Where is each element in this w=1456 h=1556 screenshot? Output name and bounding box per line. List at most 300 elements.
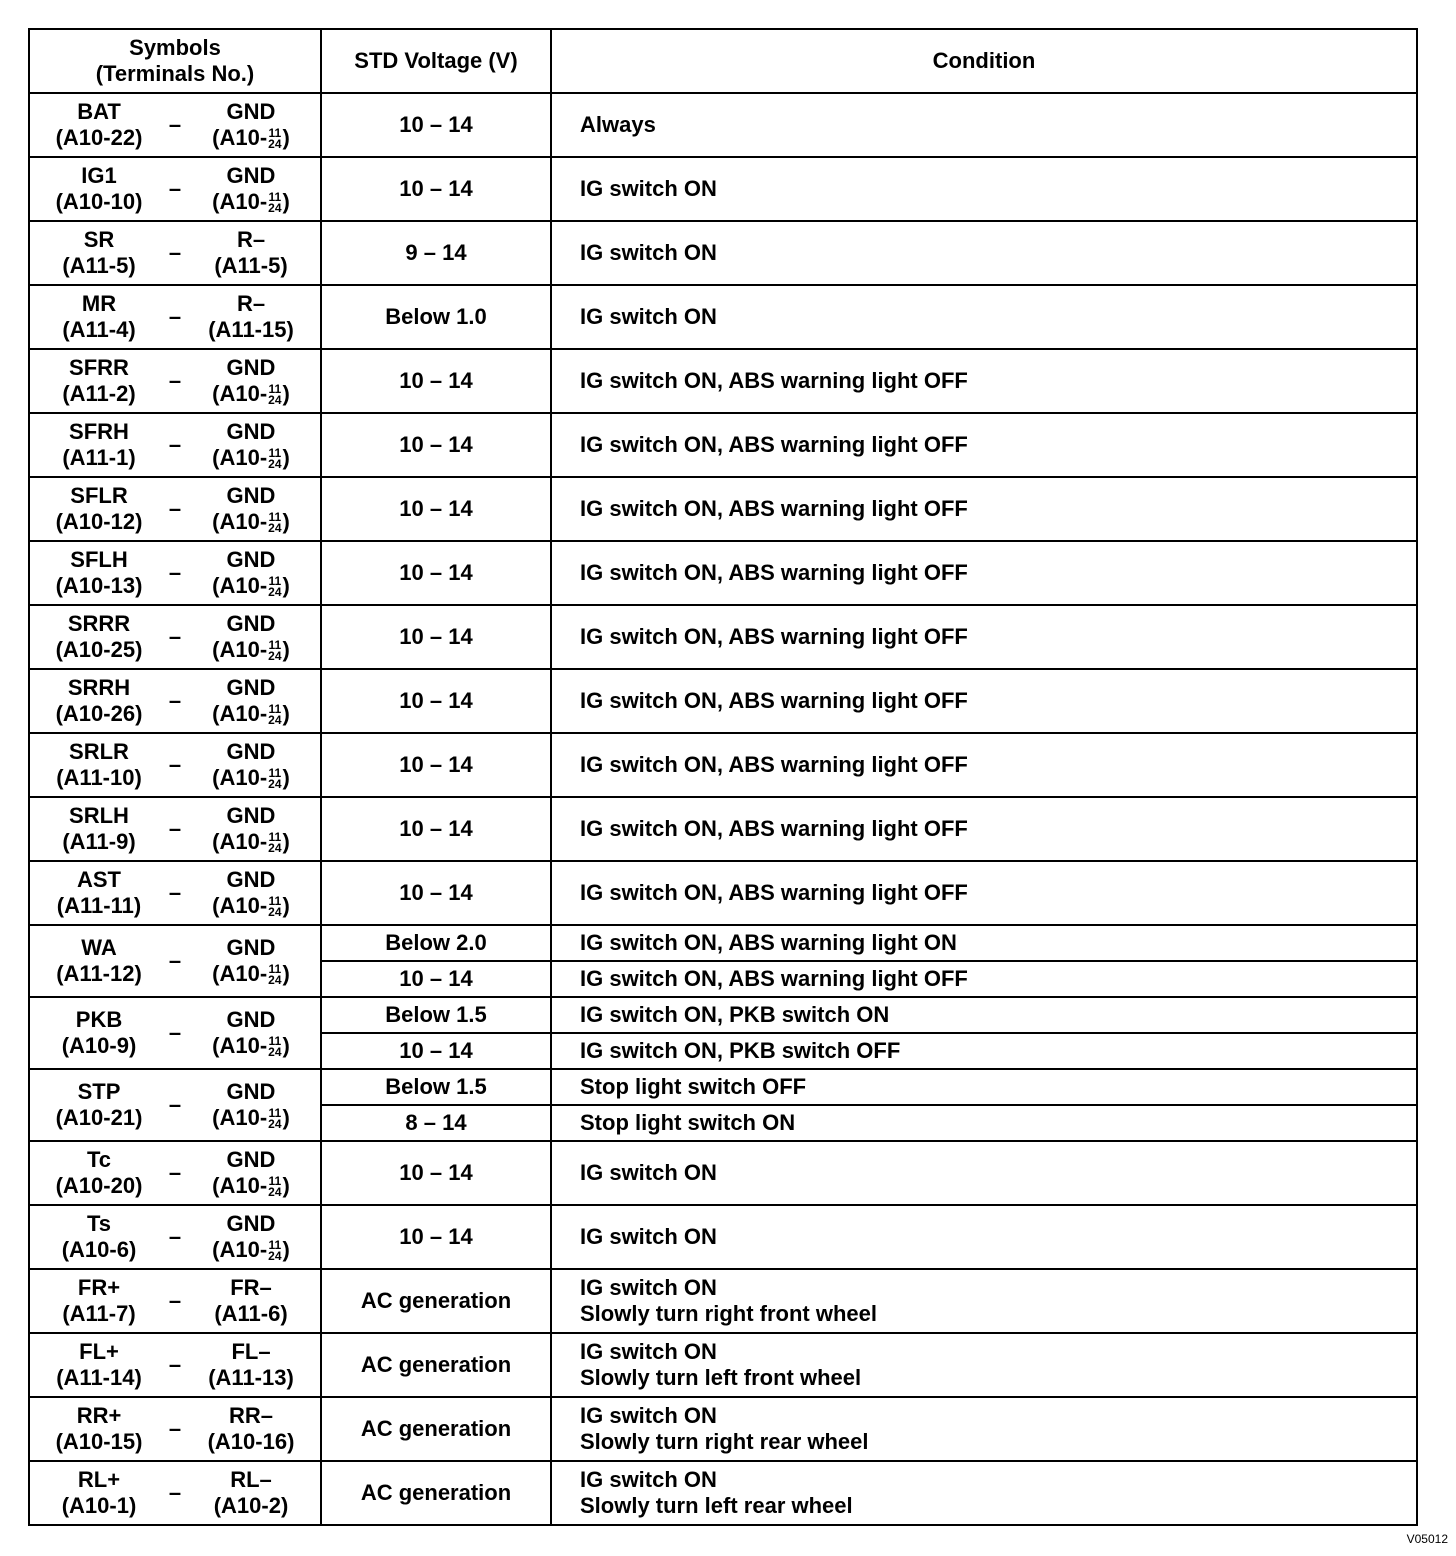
symbol-name: GND bbox=[226, 419, 276, 444]
symbol-name: RL– bbox=[230, 1467, 272, 1492]
symbol-left bbox=[44, 1007, 154, 1059]
condition-line: IG switch ON, ABS warning light OFF bbox=[580, 496, 968, 521]
figure-code: V05012 bbox=[1406, 1532, 1448, 1546]
condition-line: IG switch ON bbox=[580, 1160, 717, 1185]
symbol-name: RR+ bbox=[76, 1403, 122, 1428]
table-row bbox=[29, 997, 1417, 1033]
condition-line: IG switch ON bbox=[580, 1339, 717, 1364]
symbols-cell bbox=[29, 797, 321, 861]
symbol-name: GND bbox=[226, 739, 276, 764]
voltage-cell: 10 – 14 bbox=[321, 861, 551, 925]
terminal-number: (A10- 11 24 ) bbox=[212, 893, 290, 920]
fraction-top: 11 bbox=[268, 574, 282, 589]
voltage-header: STD Voltage (V) bbox=[321, 29, 551, 93]
table-row bbox=[29, 477, 1417, 541]
table-row bbox=[29, 413, 1417, 477]
symbol-left bbox=[44, 227, 154, 279]
terminal-prefix: A10- bbox=[219, 1105, 268, 1130]
table-body bbox=[29, 93, 1417, 1525]
symbol-right bbox=[196, 355, 306, 407]
condition-line: IG switch ON bbox=[580, 1403, 717, 1428]
fraction-bottom: 24 bbox=[268, 1045, 282, 1060]
table-row bbox=[29, 733, 1417, 797]
symbol-left bbox=[44, 1467, 154, 1519]
condition-line: IG switch ON, ABS warning light OFF bbox=[580, 368, 968, 393]
terminal-prefix: A10- bbox=[219, 573, 268, 598]
symbol-name: Ts bbox=[86, 1211, 112, 1236]
table-row bbox=[29, 1269, 1417, 1333]
fraction-bottom: 24 bbox=[268, 457, 282, 472]
symbol-name: WA bbox=[81, 935, 117, 960]
symbols-cell bbox=[29, 733, 321, 797]
terminal-fraction bbox=[268, 384, 281, 406]
symbol-right bbox=[196, 227, 306, 279]
voltage-cell: 10 – 14 bbox=[321, 1205, 551, 1269]
fraction-top: 11 bbox=[268, 1034, 282, 1049]
condition-line: IG switch ON bbox=[580, 1275, 717, 1300]
symbols-header bbox=[29, 29, 321, 93]
symbols-cell bbox=[29, 1269, 321, 1333]
condition-cell bbox=[551, 1105, 1417, 1141]
table-row bbox=[29, 797, 1417, 861]
table-row bbox=[29, 349, 1417, 413]
terminal-prefix: A10- bbox=[219, 829, 268, 854]
fraction-top: 11 bbox=[268, 382, 282, 397]
terminal-prefix: A10- bbox=[219, 381, 268, 406]
symbol-left bbox=[44, 99, 154, 151]
terminal-number: (A10-22) bbox=[55, 125, 143, 150]
condition-line: IG switch ON, ABS warning light OFF bbox=[580, 966, 968, 991]
symbol-name: GND bbox=[226, 547, 276, 572]
terminal-number: (A10-6) bbox=[61, 1237, 137, 1262]
terminal-number: (A10-21) bbox=[55, 1105, 143, 1130]
separator-dash: – bbox=[168, 948, 182, 973]
symbol-right bbox=[196, 1339, 306, 1391]
condition-line: IG switch ON, ABS warning light OFF bbox=[580, 688, 968, 713]
symbols-cell bbox=[29, 157, 321, 221]
symbol-left bbox=[44, 935, 154, 987]
terminal-prefix: A10- bbox=[219, 509, 268, 534]
separator-dash: – bbox=[168, 624, 182, 649]
symbol-name: GND bbox=[226, 483, 276, 508]
table-row bbox=[29, 285, 1417, 349]
terminal-number: (A10- 11 24 ) bbox=[212, 381, 290, 408]
fraction-bottom: 24 bbox=[268, 777, 282, 792]
table-row bbox=[29, 157, 1417, 221]
table-row bbox=[29, 1205, 1417, 1269]
symbol-name: BAT bbox=[77, 99, 121, 124]
table-row bbox=[29, 1333, 1417, 1397]
symbols-cell bbox=[29, 477, 321, 541]
condition-cell bbox=[551, 285, 1417, 349]
symbol-left bbox=[44, 1211, 154, 1263]
terminal-fraction bbox=[268, 1176, 281, 1198]
terminal-number: (A10- 11 24 ) bbox=[212, 701, 290, 728]
symbol-name: MR bbox=[81, 291, 117, 316]
fraction-top: 11 bbox=[268, 894, 282, 909]
voltage-cell: 8 – 14 bbox=[321, 1105, 551, 1141]
condition-line: Slowly turn left rear wheel bbox=[580, 1493, 853, 1518]
condition-line: IG switch ON, ABS warning light ON bbox=[580, 930, 957, 955]
terminal-number: (A10-26) bbox=[55, 701, 143, 726]
terminal-fraction bbox=[268, 1240, 281, 1262]
table-row bbox=[29, 925, 1417, 961]
condition-line: Stop light switch OFF bbox=[580, 1074, 807, 1099]
symbol-right bbox=[196, 163, 306, 215]
terminal-fraction bbox=[268, 964, 281, 986]
terminal-fraction bbox=[268, 1036, 281, 1058]
symbol-name: GND bbox=[226, 1211, 276, 1236]
voltage-cell: 10 – 14 bbox=[321, 1033, 551, 1069]
fraction-top: 11 bbox=[268, 446, 282, 461]
fraction-top: 11 bbox=[268, 702, 282, 717]
terminal-number: (A10- 11 24 ) bbox=[212, 829, 290, 856]
terminal-number: (A10- 11 24 ) bbox=[212, 1237, 290, 1264]
terminal-prefix: A10- bbox=[219, 893, 268, 918]
table-row bbox=[29, 605, 1417, 669]
condition-line: IG switch ON, ABS warning light OFF bbox=[580, 816, 968, 841]
symbol-right bbox=[196, 1007, 306, 1059]
symbol-name: GND bbox=[226, 867, 276, 892]
symbols-header-line2: (Terminals No.) bbox=[95, 61, 255, 86]
symbol-name: IG1 bbox=[81, 163, 117, 188]
symbols-cell bbox=[29, 669, 321, 733]
symbol-name: AST bbox=[77, 867, 121, 892]
terminal-number: (A10- 11 24 ) bbox=[212, 509, 290, 536]
condition-cell bbox=[551, 961, 1417, 997]
table-row bbox=[29, 861, 1417, 925]
separator-dash: – bbox=[168, 240, 182, 265]
symbol-name: FL+ bbox=[79, 1339, 119, 1364]
voltage-cell: 10 – 14 bbox=[321, 413, 551, 477]
terminal-number: (A10-20) bbox=[55, 1173, 143, 1198]
terminal-number: (A10-13) bbox=[55, 573, 143, 598]
fraction-top: 11 bbox=[268, 126, 282, 141]
fraction-bottom: 24 bbox=[268, 393, 282, 408]
symbol-name: RR– bbox=[228, 1403, 273, 1428]
separator-dash: – bbox=[168, 560, 182, 585]
terminal-number: (A10-10) bbox=[55, 189, 143, 214]
condition-cell bbox=[551, 541, 1417, 605]
fraction-bottom: 24 bbox=[268, 1185, 282, 1200]
separator-dash: – bbox=[168, 752, 182, 777]
voltage-cell: Below 1.5 bbox=[321, 1069, 551, 1105]
symbols-cell bbox=[29, 1333, 321, 1397]
terminal-prefix: A10- bbox=[219, 189, 268, 214]
symbol-left bbox=[44, 355, 154, 407]
terminal-number: (A10- 11 24 ) bbox=[212, 125, 290, 152]
symbol-right bbox=[196, 547, 306, 599]
separator-dash: – bbox=[168, 368, 182, 393]
symbols-cell bbox=[29, 349, 321, 413]
symbol-name: R– bbox=[236, 227, 266, 252]
voltage-cell: Below 1.5 bbox=[321, 997, 551, 1033]
symbol-name: FR– bbox=[230, 1275, 272, 1300]
symbol-left bbox=[44, 803, 154, 855]
symbol-right bbox=[196, 483, 306, 535]
terminal-voltage-table bbox=[28, 28, 1418, 1526]
separator-dash: – bbox=[168, 432, 182, 457]
terminal-number: (A11-2) bbox=[62, 381, 136, 406]
symbol-right bbox=[196, 1467, 306, 1519]
symbol-left bbox=[44, 1339, 154, 1391]
condition-line: IG switch ON, PKB switch ON bbox=[580, 1002, 890, 1027]
symbols-cell bbox=[29, 285, 321, 349]
condition-cell bbox=[551, 1069, 1417, 1105]
table-row bbox=[29, 669, 1417, 733]
condition-cell bbox=[551, 477, 1417, 541]
voltage-cell: AC generation bbox=[321, 1269, 551, 1333]
table-row bbox=[29, 1141, 1417, 1205]
symbols-cell bbox=[29, 1397, 321, 1461]
symbol-right bbox=[196, 1211, 306, 1263]
symbols-cell bbox=[29, 1205, 321, 1269]
condition-line: Slowly turn right front wheel bbox=[580, 1301, 877, 1326]
symbols-cell bbox=[29, 997, 321, 1069]
fraction-top: 11 bbox=[268, 962, 282, 977]
voltage-cell: 10 – 14 bbox=[321, 477, 551, 541]
symbol-left bbox=[44, 419, 154, 471]
condition-line: Slowly turn left front wheel bbox=[580, 1365, 862, 1390]
terminal-number: (A11-11) bbox=[56, 893, 142, 918]
terminal-fraction bbox=[268, 1108, 281, 1130]
symbol-right bbox=[196, 419, 306, 471]
symbol-name: SFLH bbox=[70, 547, 128, 572]
separator-dash: – bbox=[168, 496, 182, 521]
terminal-prefix: A10- bbox=[219, 1237, 268, 1262]
separator-dash: – bbox=[168, 1160, 182, 1185]
symbols-cell bbox=[29, 605, 321, 669]
separator-dash: – bbox=[168, 1480, 182, 1505]
condition-header: Condition bbox=[551, 29, 1417, 93]
symbol-name: GND bbox=[226, 611, 276, 636]
separator-dash: – bbox=[168, 1288, 182, 1313]
symbol-name: GND bbox=[226, 935, 276, 960]
fraction-top: 11 bbox=[268, 1174, 282, 1189]
symbol-right bbox=[196, 1403, 306, 1455]
condition-cell bbox=[551, 797, 1417, 861]
condition-cell bbox=[551, 1269, 1417, 1333]
condition-cell bbox=[551, 1033, 1417, 1069]
symbol-name: GND bbox=[226, 355, 276, 380]
terminal-prefix: A10- bbox=[219, 125, 268, 150]
terminal-prefix: A10- bbox=[219, 637, 268, 662]
symbol-right bbox=[196, 675, 306, 727]
terminal-number: (A11-4) bbox=[62, 317, 136, 342]
condition-cell bbox=[551, 1461, 1417, 1525]
terminal-fraction bbox=[268, 704, 281, 726]
terminal-fraction bbox=[268, 832, 281, 854]
symbol-left bbox=[44, 547, 154, 599]
terminal-number: (A10-1) bbox=[61, 1493, 137, 1518]
terminal-fraction bbox=[268, 512, 281, 534]
condition-cell bbox=[551, 1333, 1417, 1397]
symbols-cell bbox=[29, 861, 321, 925]
symbol-right bbox=[196, 611, 306, 663]
terminal-number: (A11-1) bbox=[62, 445, 136, 470]
table-row bbox=[29, 1069, 1417, 1105]
symbol-right bbox=[196, 803, 306, 855]
condition-cell bbox=[551, 349, 1417, 413]
symbol-left bbox=[44, 163, 154, 215]
terminal-fraction bbox=[268, 896, 281, 918]
voltage-cell: 10 – 14 bbox=[321, 349, 551, 413]
symbol-left bbox=[44, 675, 154, 727]
terminal-number: (A10- 11 24 ) bbox=[212, 189, 290, 216]
fraction-top: 11 bbox=[268, 1238, 282, 1253]
fraction-top: 11 bbox=[268, 830, 282, 845]
fraction-bottom: 24 bbox=[268, 649, 282, 664]
condition-line: IG switch ON, ABS warning light OFF bbox=[580, 752, 968, 777]
condition-cell bbox=[551, 157, 1417, 221]
fraction-top: 11 bbox=[268, 1106, 282, 1121]
condition-cell bbox=[551, 669, 1417, 733]
fraction-bottom: 24 bbox=[268, 585, 282, 600]
symbol-name: R– bbox=[236, 291, 266, 316]
terminal-number: (A10- 11 24 ) bbox=[212, 1105, 290, 1132]
symbol-right bbox=[196, 935, 306, 987]
condition-line: IG switch ON bbox=[580, 176, 717, 201]
condition-line: IG switch ON, ABS warning light OFF bbox=[580, 560, 968, 585]
symbol-name: SFRH bbox=[69, 419, 129, 444]
separator-dash: – bbox=[168, 304, 182, 329]
terminal-number: (A11-14) bbox=[56, 1365, 142, 1390]
symbol-name: PKB bbox=[75, 1007, 123, 1032]
voltage-cell: 9 – 14 bbox=[321, 221, 551, 285]
condition-cell bbox=[551, 413, 1417, 477]
separator-dash: – bbox=[168, 1092, 182, 1117]
fraction-top: 11 bbox=[268, 638, 282, 653]
voltage-cell: AC generation bbox=[321, 1333, 551, 1397]
terminal-number: (A11-10) bbox=[56, 765, 142, 790]
terminal-number: (A10-16) bbox=[207, 1429, 295, 1454]
condition-cell bbox=[551, 93, 1417, 157]
symbol-left bbox=[44, 483, 154, 535]
fraction-bottom: 24 bbox=[268, 905, 282, 920]
condition-cell bbox=[551, 605, 1417, 669]
condition-line: IG switch ON bbox=[580, 240, 717, 265]
terminal-fraction bbox=[268, 128, 281, 150]
symbols-cell bbox=[29, 1069, 321, 1141]
terminal-number: (A10-9) bbox=[61, 1033, 137, 1058]
symbol-name: SRRR bbox=[67, 611, 131, 636]
fraction-bottom: 24 bbox=[268, 1249, 282, 1264]
condition-line: IG switch ON, ABS warning light OFF bbox=[580, 432, 968, 457]
terminal-number: (A11-6) bbox=[214, 1301, 288, 1326]
condition-line: IG switch ON, PKB switch OFF bbox=[580, 1038, 901, 1063]
terminal-number: (A11-12) bbox=[56, 961, 142, 986]
table-row bbox=[29, 93, 1417, 157]
condition-cell bbox=[551, 997, 1417, 1033]
symbol-name: GND bbox=[226, 803, 276, 828]
symbol-left bbox=[44, 867, 154, 919]
voltage-cell: 10 – 14 bbox=[321, 669, 551, 733]
symbols-cell bbox=[29, 541, 321, 605]
terminal-number: (A11-7) bbox=[62, 1301, 136, 1326]
voltage-cell: 10 – 14 bbox=[321, 1141, 551, 1205]
condition-cell bbox=[551, 1205, 1417, 1269]
separator-dash: – bbox=[168, 816, 182, 841]
symbol-left bbox=[44, 611, 154, 663]
terminal-number: (A10-15) bbox=[55, 1429, 143, 1454]
voltage-cell: Below 1.0 bbox=[321, 285, 551, 349]
symbols-cell bbox=[29, 221, 321, 285]
terminal-prefix: A10- bbox=[219, 701, 268, 726]
fraction-bottom: 24 bbox=[268, 841, 282, 856]
symbol-right bbox=[196, 867, 306, 919]
terminal-number: (A11-13) bbox=[208, 1365, 294, 1390]
symbol-name: SRRH bbox=[67, 675, 131, 700]
symbols-cell bbox=[29, 925, 321, 997]
terminal-prefix: A10- bbox=[219, 765, 268, 790]
condition-cell bbox=[551, 1397, 1417, 1461]
symbol-right bbox=[196, 291, 306, 343]
condition-line: Stop light switch ON bbox=[580, 1110, 796, 1135]
symbol-right bbox=[196, 1147, 306, 1199]
table-row bbox=[29, 541, 1417, 605]
terminal-fraction bbox=[268, 448, 281, 470]
terminal-fraction bbox=[268, 640, 281, 662]
symbol-name: Tc bbox=[86, 1147, 112, 1172]
symbol-name: STP bbox=[77, 1079, 121, 1104]
symbol-name: FR+ bbox=[77, 1275, 121, 1300]
fraction-bottom: 24 bbox=[268, 521, 282, 536]
terminal-fraction bbox=[268, 192, 281, 214]
separator-dash: – bbox=[168, 688, 182, 713]
voltage-cell: 10 – 14 bbox=[321, 541, 551, 605]
symbol-name: SFLR bbox=[70, 483, 128, 508]
condition-line: IG switch ON, ABS warning light OFF bbox=[580, 880, 968, 905]
symbol-left bbox=[44, 1403, 154, 1455]
symbol-left bbox=[44, 1147, 154, 1199]
condition-line: IG switch ON bbox=[580, 1224, 717, 1249]
condition-line: IG switch ON, ABS warning light OFF bbox=[580, 624, 968, 649]
terminal-number: (A10- 11 24 ) bbox=[212, 573, 290, 600]
symbols-header-line1: Symbols bbox=[129, 35, 221, 60]
header-row bbox=[29, 29, 1417, 93]
condition-line: Slowly turn right rear wheel bbox=[580, 1429, 869, 1454]
separator-dash: – bbox=[168, 1020, 182, 1045]
terminal-number: (A10- 11 24 ) bbox=[212, 1033, 290, 1060]
symbol-name: GND bbox=[226, 1007, 276, 1032]
symbol-right bbox=[196, 99, 306, 151]
table-row bbox=[29, 221, 1417, 285]
voltage-cell: 10 – 14 bbox=[321, 157, 551, 221]
terminal-number: (A10- 11 24 ) bbox=[212, 637, 290, 664]
symbol-name: GND bbox=[226, 1079, 276, 1104]
voltage-cell: AC generation bbox=[321, 1461, 551, 1525]
symbol-left bbox=[44, 739, 154, 791]
separator-dash: – bbox=[168, 112, 182, 137]
terminal-number: (A10- 11 24 ) bbox=[212, 961, 290, 988]
terminal-fraction bbox=[268, 768, 281, 790]
voltage-cell: Below 2.0 bbox=[321, 925, 551, 961]
separator-dash: – bbox=[168, 176, 182, 201]
symbol-right bbox=[196, 739, 306, 791]
fraction-bottom: 24 bbox=[268, 973, 282, 988]
symbol-name: GND bbox=[226, 99, 276, 124]
fraction-bottom: 24 bbox=[268, 1117, 282, 1132]
condition-cell bbox=[551, 861, 1417, 925]
symbol-name: SRLH bbox=[69, 803, 129, 828]
terminal-number: (A11-5) bbox=[62, 253, 136, 278]
symbol-name: SRLR bbox=[69, 739, 129, 764]
terminal-number: (A11-9) bbox=[62, 829, 136, 854]
fraction-top: 11 bbox=[268, 766, 282, 781]
separator-dash: – bbox=[168, 880, 182, 905]
voltage-cell: 10 – 14 bbox=[321, 797, 551, 861]
terminal-prefix: A10- bbox=[219, 1033, 268, 1058]
